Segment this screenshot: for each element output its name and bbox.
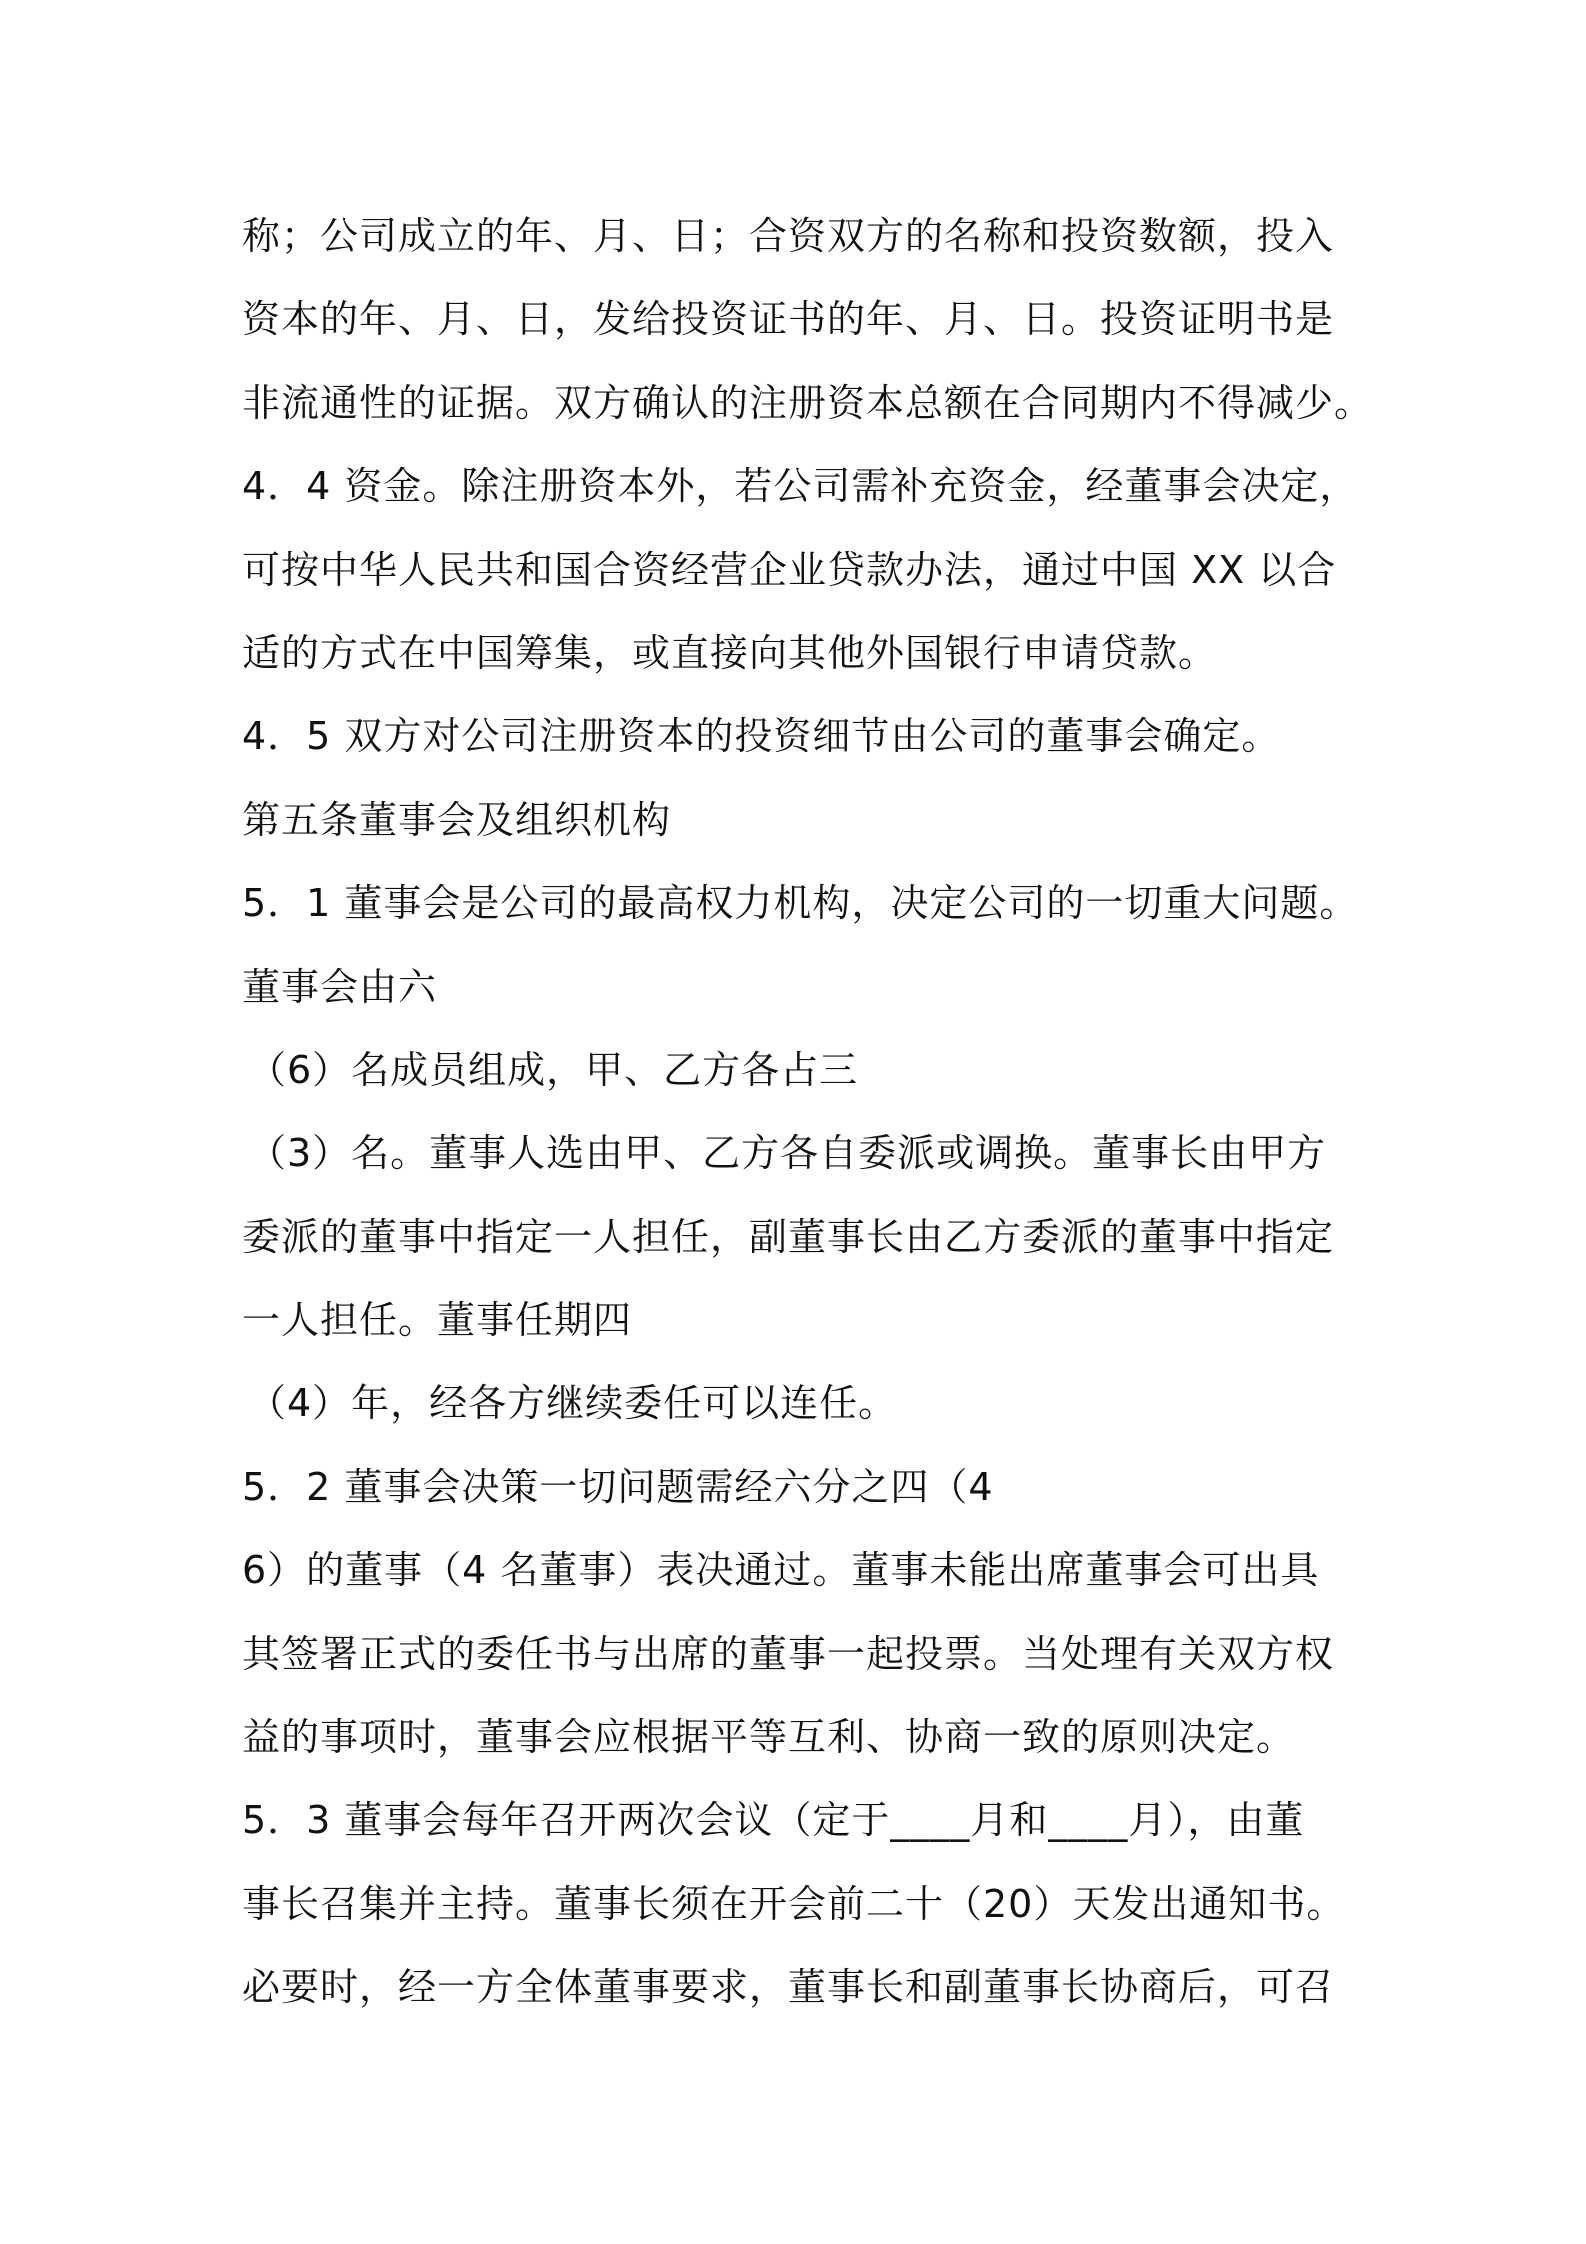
text-line: 可按中华人民共和国合资经营企业贷款办法，通过中国 XX 以合 <box>242 547 1337 592</box>
text-line: （6）名成员组成，甲、乙方各占三 <box>248 1047 859 1092</box>
text-line: 4．5 双方对公司注册资本的投资细节由公司的董事会确定。 <box>242 714 1281 759</box>
text-line: 其签署正式的委任书与出席的董事一起投票。当处理有关双方权 <box>242 1631 1335 1676</box>
text-line: 适的方式在中国筹集，或直接向其他外国银行申请贷款。 <box>242 630 1218 675</box>
text-line: 资本的年、月、日，发给投资证书的年、月、日。投资证明书是 <box>242 297 1335 342</box>
text-line: 一人担任。董事任期四 <box>242 1298 633 1343</box>
text-line: （4）年，经各方继续委任可以连任。 <box>248 1381 898 1426</box>
text-line: 非流通性的证据。双方确认的注册资本总额在合同期内不得减少。 <box>242 380 1374 425</box>
text-line: 益的事项时，董事会应根据平等互利、协商一致的原则决定。 <box>242 1715 1296 1760</box>
text-line: 称；公司成立的年、月、日；合资双方的名称和投资数额，投入 <box>242 214 1335 258</box>
text-line: 5．3 董事会每年召开两次会议（定于____月和____月），由董 <box>242 1798 1305 1843</box>
text-line: 委派的董事中指定一人担任，副董事长由乙方委派的董事中指定 <box>242 1214 1335 1259</box>
text-line: 必要时，经一方全体董事要求，董事长和副董事长协商后，可召 <box>242 1965 1335 2010</box>
text-line: 4．4 资金。除注册资本外，若公司需补充资金，经董事会决定， <box>242 464 1359 509</box>
text-line: （3）名。董事人选由甲、乙方各自委派或调换。董事长由甲方 <box>248 1131 1327 1176</box>
text-line: 董事会由六 <box>242 964 438 1009</box>
text-line: 5．1 董事会是公司的最高权力机构，决定公司的一切重大问题。 <box>242 881 1359 926</box>
text-line: 6）的董事（4 名董事）表决通过。董事未能出席董事会可出具 <box>242 1548 1320 1593</box>
section-heading: 第五条董事会及组织机构 <box>242 797 672 842</box>
text-line: 事长召集并主持。董事长须在开会前二十（20）天发出通知书。 <box>242 1881 1346 1926</box>
contract-body-text <box>242 195 1382 2030</box>
text-line: 5．2 董事会决策一切问题需经六分之四（4 <box>242 1464 994 1509</box>
